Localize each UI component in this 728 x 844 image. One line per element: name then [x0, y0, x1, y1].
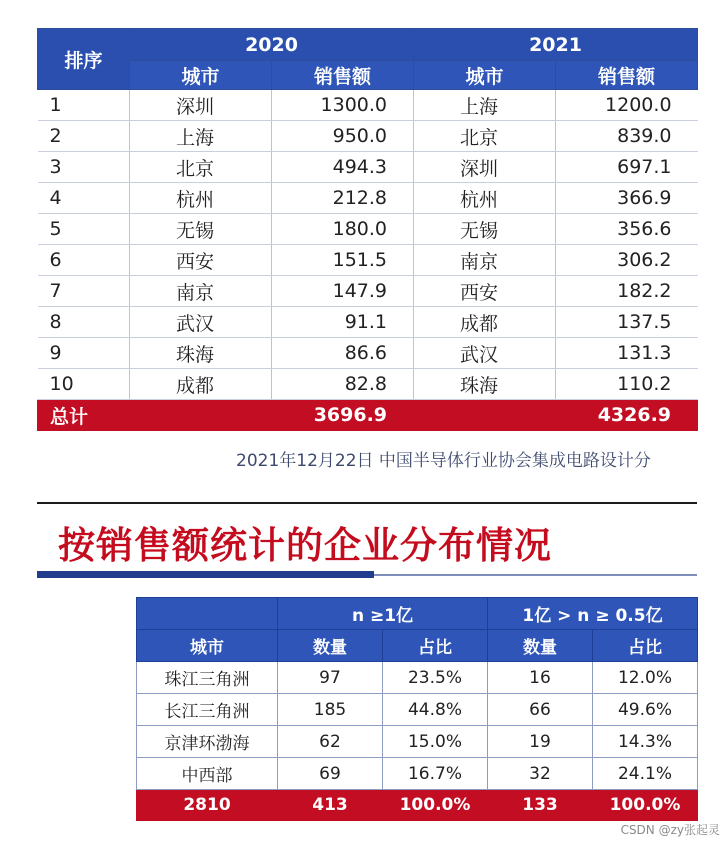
rank-cell: 4 — [38, 183, 130, 214]
distribution-row — [137, 758, 698, 790]
share1-cell: 23.5% — [383, 662, 488, 694]
distribution-table-body — [137, 662, 698, 790]
rank-cell: 2 — [38, 121, 130, 152]
total-2020-value: 3696.9 — [272, 400, 414, 431]
title-accent-bar — [37, 571, 374, 578]
city-2020-cell: 深圳 — [130, 90, 272, 121]
sales-2020-cell: 212.8 — [272, 183, 414, 214]
sales-2020-cell: 151.5 — [272, 245, 414, 276]
sales-2020-cell: 494.3 — [272, 152, 414, 183]
region-cell: 中西部 — [137, 758, 278, 790]
sales-2021-cell: 356.6 — [556, 214, 698, 245]
source-footnote: 2021年12月22日 中国半导体行业协会集成电路设计分 — [236, 451, 651, 471]
city-2020-cell: 北京 — [130, 152, 272, 183]
sales-2021-cell: 366.9 — [556, 183, 698, 214]
sales-2020-cell: 180.0 — [272, 214, 414, 245]
sales-2020-cell: 147.9 — [272, 276, 414, 307]
rank-cell: 1 — [38, 90, 130, 121]
city-2021-cell: 珠海 — [414, 369, 556, 400]
rank-cell: 9 — [38, 338, 130, 369]
rank-cell: 10 — [38, 369, 130, 400]
region-cell: 长江三角洲 — [137, 694, 278, 726]
sales-2020-cell: 1300.0 — [272, 90, 414, 121]
ranking-row — [38, 152, 698, 183]
share1-cell: 16.7% — [383, 758, 488, 790]
city-2020-cell: 无锡 — [130, 214, 272, 245]
year-2020-header: 2020 — [130, 29, 414, 61]
city-sales-ranking-table — [37, 28, 698, 431]
city-2021-cell: 深圳 — [414, 152, 556, 183]
distribution-row — [137, 662, 698, 694]
rank-cell: 3 — [38, 152, 130, 183]
watermark-text: CSDN @zy张起灵 — [620, 823, 720, 837]
city-2020-cell: 杭州 — [130, 183, 272, 214]
count2-cell: 66 — [488, 694, 593, 726]
rank-cell: 6 — [38, 245, 130, 276]
sales-2020-cell: 82.8 — [272, 369, 414, 400]
share2-cell: 14.3% — [593, 726, 698, 758]
distribution-total-row — [137, 790, 698, 821]
distribution-row — [137, 694, 698, 726]
ranking-row — [38, 90, 698, 121]
count1-cell: 69 — [278, 758, 383, 790]
city-2021-cell: 西安 — [414, 276, 556, 307]
page-title: 按销售额统计的企业分布情况 — [58, 524, 552, 567]
city-2021-cell: 杭州 — [414, 183, 556, 214]
sales-2020-cell: 950.0 — [272, 121, 414, 152]
count2-header: 数量 — [488, 630, 593, 662]
ranking-row — [38, 245, 698, 276]
count1-cell: 62 — [278, 726, 383, 758]
count1-cell: 97 — [278, 662, 383, 694]
ranking-row — [38, 369, 698, 400]
city-2020-cell: 成都 — [130, 369, 272, 400]
city-2021-cell: 成都 — [414, 307, 556, 338]
city-2021-cell: 南京 — [414, 245, 556, 276]
group1-header: n ≥1亿 — [278, 598, 488, 630]
rank-cell: 5 — [38, 214, 130, 245]
city-2021-cell: 北京 — [414, 121, 556, 152]
total-2021-value: 4326.9 — [556, 400, 698, 431]
count1-header: 数量 — [278, 630, 383, 662]
city-2021-header: 城市 — [414, 61, 556, 90]
ranking-row — [38, 307, 698, 338]
title-underline — [374, 574, 697, 576]
top-divider-line — [37, 502, 697, 504]
share2-cell: 12.0% — [593, 662, 698, 694]
rank-cell: 8 — [38, 307, 130, 338]
ranking-table-body — [38, 90, 698, 400]
city-sales-ranking-table-container — [37, 28, 697, 431]
total-region-value: 2810 — [137, 790, 278, 821]
share1-cell: 15.0% — [383, 726, 488, 758]
ranking-row — [38, 121, 698, 152]
sales-2020-cell: 91.1 — [272, 307, 414, 338]
year-2021-header: 2021 — [414, 29, 698, 61]
enterprise-distribution-table — [136, 597, 698, 821]
sales-2021-cell: 306.2 — [556, 245, 698, 276]
count2-cell: 19 — [488, 726, 593, 758]
share1-cell: 44.8% — [383, 694, 488, 726]
total-share2-value: 100.0% — [593, 790, 698, 821]
total-share1-value: 100.0% — [383, 790, 488, 821]
count2-cell: 16 — [488, 662, 593, 694]
count2-cell: 32 — [488, 758, 593, 790]
dist-city-header: 城市 — [137, 630, 278, 662]
ranking-total-row — [38, 400, 698, 431]
total-spacer-2021 — [414, 400, 556, 431]
total-count2-value: 133 — [488, 790, 593, 821]
city-2020-cell: 武汉 — [130, 307, 272, 338]
city-2020-header: 城市 — [130, 61, 272, 90]
share2-header: 占比 — [593, 630, 698, 662]
ranking-row — [38, 338, 698, 369]
ranking-row — [38, 276, 698, 307]
sales-2020-header: 销售额 — [272, 61, 414, 90]
sales-2021-cell: 697.1 — [556, 152, 698, 183]
distribution-row — [137, 726, 698, 758]
share1-header: 占比 — [383, 630, 488, 662]
total-count1-value: 413 — [278, 790, 383, 821]
sales-2021-cell: 1200.0 — [556, 90, 698, 121]
sales-2021-cell: 182.2 — [556, 276, 698, 307]
city-2020-cell: 西安 — [130, 245, 272, 276]
rank-cell: 7 — [38, 276, 130, 307]
share2-cell: 24.1% — [593, 758, 698, 790]
group2-header: 1亿 > n ≥ 0.5亿 — [488, 598, 698, 630]
sales-2021-cell: 839.0 — [556, 121, 698, 152]
sales-2021-cell: 131.3 — [556, 338, 698, 369]
city-2020-cell: 珠海 — [130, 338, 272, 369]
city-2021-cell: 无锡 — [414, 214, 556, 245]
city-2021-cell: 上海 — [414, 90, 556, 121]
city-2020-cell: 上海 — [130, 121, 272, 152]
total-label: 总计 — [38, 400, 130, 431]
sales-2021-cell: 110.2 — [556, 369, 698, 400]
rank-header: 排序 — [38, 29, 130, 90]
ranking-row — [38, 214, 698, 245]
blank-corner-header — [137, 598, 278, 630]
city-2020-cell: 南京 — [130, 276, 272, 307]
count1-cell: 185 — [278, 694, 383, 726]
sales-2021-cell: 137.5 — [556, 307, 698, 338]
share2-cell: 49.6% — [593, 694, 698, 726]
total-spacer-2020 — [130, 400, 272, 431]
city-2021-cell: 武汉 — [414, 338, 556, 369]
region-cell: 京津环渤海 — [137, 726, 278, 758]
ranking-row — [38, 183, 698, 214]
sales-2021-header: 销售额 — [556, 61, 698, 90]
region-cell: 珠江三角洲 — [137, 662, 278, 694]
sales-2020-cell: 86.6 — [272, 338, 414, 369]
